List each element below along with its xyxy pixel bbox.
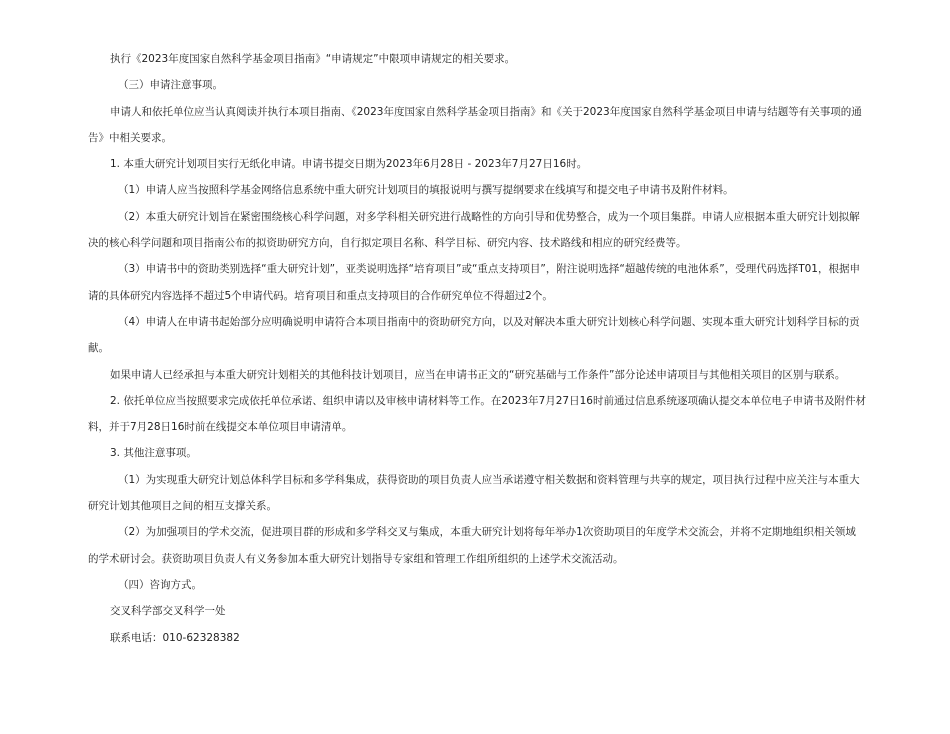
contact-phone: 联系电话：010-62328382 — [110, 631, 240, 644]
contact-department: 交叉科学部交叉科学一处 — [110, 605, 226, 618]
subitem-academic-exchange: （2）为加强项目的学术交流，促进项目群的形成和多学科交叉与集成，本重大研究计划将每年举办1次资助项目的年度学术交流会，并将不定期地组织相关领域的学术研讨会。获资助项目负责人有义务参加本重大研究计划指导专家组和管理工作组所组织的上述学术交流活动。 — [88, 526, 856, 565]
subitem-online-submission: （1）申请人应当按照科学基金网络信息系统中重大研究计划项目的填报说明与撰写提纲要求在线填写和提交电子申请书及附件材料。 — [118, 184, 734, 197]
paragraph-related-projects: 如果申请人已经承担与本重大研究计划相关的其他科技计划项目，应当在申请书正文的“研究基础与工作条件”部分论述申请项目与其他相关项目的区别与联系。 — [110, 368, 846, 381]
paragraph-read-guidelines: 申请人和依托单位应当认真阅读并执行本项目指南、《2023年度国家自然科学基金项目指南》和《关于2023年度国家自然科学基金项目申请与结题等有关事项的通告》中相关要求。 — [88, 105, 862, 144]
subitem-data-sharing: （1）为实现重大研究计划总体科学目标和多学科集成，获得资助的项目负责人应当承诺遵守相关数据和资料管理与共享的规定，项目执行过程中应关注与本重大研究计划其他项目之间的相互支撑关系。 — [88, 473, 860, 513]
item-paperless-application: 1. 本重大研究计划项目实行无纸化申请。申请书提交日期为2023年6月28日 - 2023年7月27日16时。 — [110, 158, 588, 171]
document-body — [88, 46, 866, 651]
section-heading-contact: （四）咨询方式。 — [118, 578, 202, 591]
subitem-funding-category: （3）申请书中的资助类别选择“重大研究计划”，亚类说明选择“培育项目”或“重点支持项目”，附注说明选择“超越传统的电池体系”，受理代码选择T01，根据申请的具体研究内容选择不超过5个申请代码。培育项目和重点支持项目的合作研究单位不得超过2个。 — [88, 263, 860, 302]
item-other-notes: 3. 其他注意事项。 — [110, 447, 197, 460]
section-heading-application-notes: （三）申请注意事项。 — [118, 79, 223, 92]
subitem-research-direction: （2）本重大研究计划旨在紧密围绕核心科学问题，对多学科相关研究进行战略性的方向引导和优势整合，成为一个项目集群。申请人应根据本重大研究计划拟解决的核心科学问题和项目指南公布的拟资助研究方向，自行拟定项目名称、科学目标、研究内容、技术路线和相应的研究经费等。 — [88, 210, 860, 250]
paragraph-limit-requirement: 执行《2023年度国家自然科学基金项目指南》“申请规定”中限项申请规定的相关要求。 — [110, 53, 516, 65]
subitem-contribution-statement: （4）申请人在申请书起始部分应明确说明申请符合本项目指南中的资助研究方向，以及对解决本重大研究计划核心科学问题、实现本重大研究计划科学目标的贡献。 — [88, 315, 860, 355]
item-host-institution: 2. 依托单位应当按照要求完成依托单位承诺、组织申请以及审核申请材料等工作。在2023年7月27日16时前通过信息系统逐项确认提交本单位电子申请书及附件材料，并于7月28日16时前在线提交本单位项目申请清单。 — [88, 394, 866, 434]
